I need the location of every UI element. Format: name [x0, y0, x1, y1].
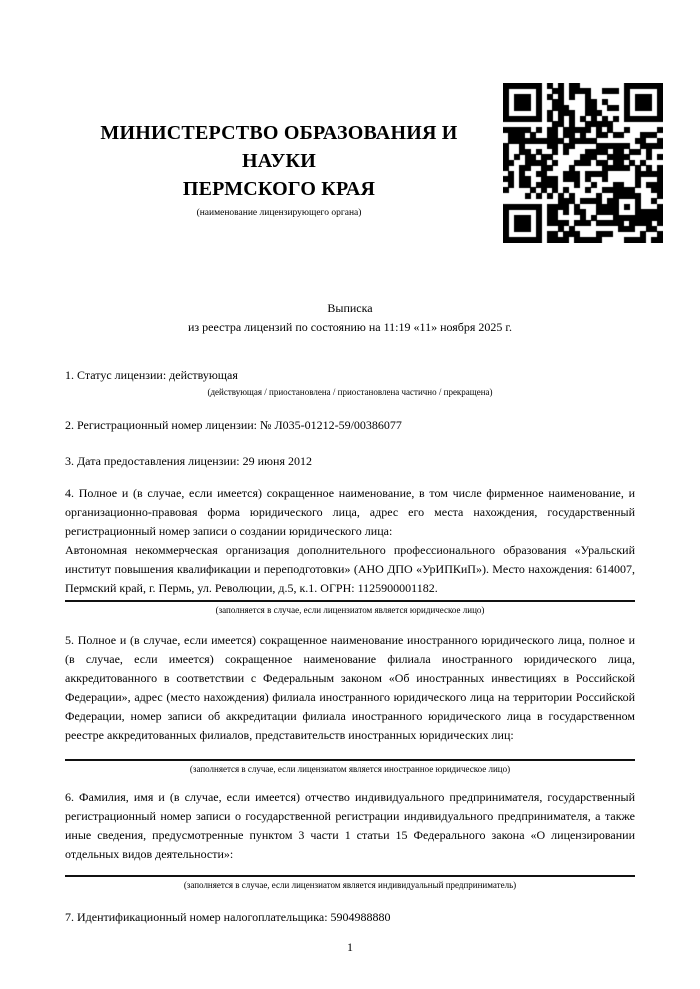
- entrepreneur-item: [65, 788, 635, 892]
- authority-name-line1: МИНИСТЕРСТВО ОБРАЗОВАНИЯ И НАУКИ: [100, 121, 458, 172]
- legal-entity-item: [65, 484, 635, 617]
- authority-name-line2: ПЕРМСКОГО КРАЯ: [182, 177, 376, 200]
- license-status-caption: (действующая / приостановлена / приостановлена частично / прекращена): [207, 387, 493, 397]
- legal-entity-caption: (заполняется в случае, если лицензиатом является юридическое лицо): [215, 605, 485, 615]
- registration-number-item: 2. Регистрационный номер лицензии: № Л035-01212-59/00386077: [65, 418, 402, 432]
- title-line2: из реестра лицензий по состоянию на 11:19 «11» ноября 2025 г.: [188, 320, 512, 334]
- legal-entity-rule: [65, 600, 635, 602]
- entrepreneur-rule: [65, 875, 635, 877]
- authority-caption: (наименование лицензирующего органа): [196, 207, 362, 218]
- foreign-entity-caption: (заполняется в случае, если лицензиатом является иностранное юридическое лицо): [189, 764, 511, 774]
- grant-date-item: 3. Дата предоставления лицензии: 29 июня 2012: [65, 454, 312, 468]
- entrepreneur-label: 6. Фамилия, имя и (в случае, если имеется) отчество индивидуального предпринимателя, государственный регистрационный номер записи о государственной регистрации индивидуального предпринимателя, а также иные сведения, предусмотренные пунктом 3 части 1 статьи 15 Федерального закона «О лицензировании отдельных видов деятельности»:: [65, 790, 635, 861]
- document-body: [65, 366, 635, 955]
- foreign-entity-rule: [65, 759, 635, 761]
- licensing-authority-block: [65, 107, 503, 220]
- title-line1: Выписка: [327, 301, 373, 315]
- license-status-item: [65, 366, 635, 399]
- document-title: [0, 299, 700, 337]
- page-number: 1: [347, 940, 353, 954]
- document-header: [65, 83, 663, 243]
- qr-code-icon: [503, 83, 663, 243]
- legal-entity-value: Автономная некоммерческая организация дополнительного профессионального образования «Уральский институт повышения квалификации и переподготовки» (АНО ДПО «УрИПКиП»). Место нахождения: 614007, Пермский край, г. Пермь, ул. Революции, д.5, к.1. ОГРН: 1125900001182.: [65, 543, 635, 595]
- entrepreneur-blank-field: [65, 864, 635, 873]
- entrepreneur-caption: (заполняется в случае, если лицензиатом является индивидуальный предприниматель): [183, 880, 517, 890]
- foreign-entity-label: 5. Полное и (в случае, если имеется) сокращенное наименование иностранного юридического лица, полное и (в случае, если имеется) сокращенное наименование филиала иностранного юридического лица, аккредитованного в соответствии с Федеральным законом «Об иностранных инвестициях в Российской Федерации», адрес (место нахождения) филиала иностранного юридического лица на территории Российской Федерации, номер записи об аккредитации филиала иностранного юридического лица в государственном реестре аккредитованных филиалов, представительств иностранных юридических лиц:: [65, 633, 635, 742]
- foreign-entity-blank-field: [65, 745, 635, 757]
- foreign-entity-item: [65, 631, 635, 776]
- license-status-text: 1. Статус лицензии: действующая: [65, 368, 238, 382]
- taxpayer-id-item: 7. Идентификационный номер налогоплательщика: 5904988880: [65, 910, 391, 924]
- legal-entity-label: 4. Полное и (в случае, если имеется) сокращенное наименование, в том числе фирменное наименование, и организационно-правовая форма юридического лица, адрес его места нахождения, государственный регистрационный номер записи о создании юридического лица:: [65, 486, 635, 538]
